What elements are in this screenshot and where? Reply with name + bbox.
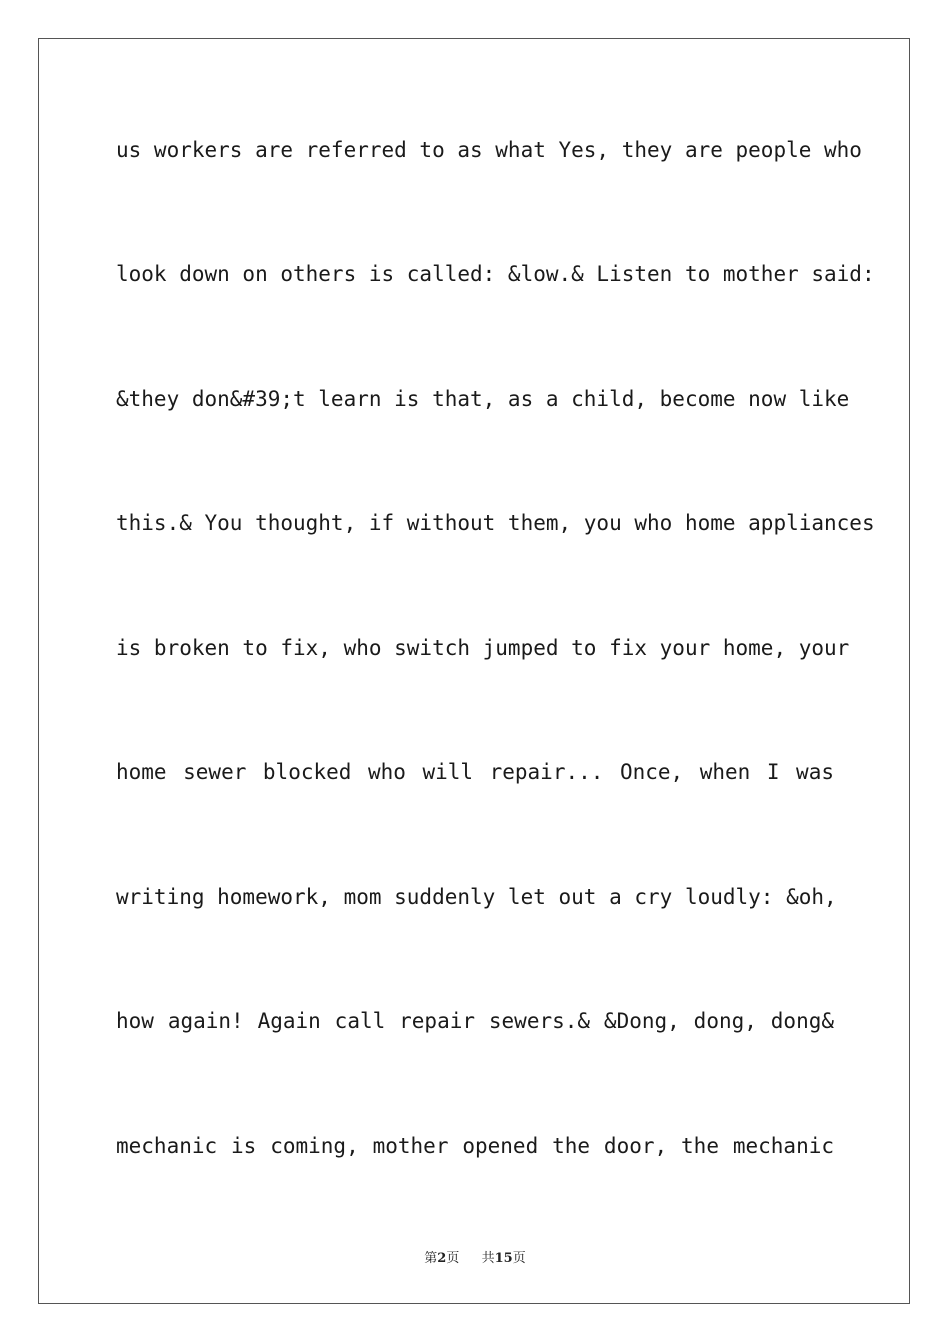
body-text-line-5: is broken to fix, who switch jumped to fix your home, your bbox=[116, 636, 850, 660]
body-text-line-2: look down on others is called: &low.& Listen to mother said: bbox=[116, 262, 875, 286]
page-frame bbox=[38, 38, 910, 1304]
body-text-line-3: &they don&#39;t learn is that, as a child, become now like bbox=[116, 387, 850, 411]
total-page-count: 15 bbox=[494, 1251, 513, 1266]
page-suffix: 页 bbox=[446, 1251, 460, 1266]
page-footer bbox=[0, 1247, 950, 1266]
total-suffix: 页 bbox=[512, 1251, 526, 1266]
body-text-line-9: mechanic is coming, mother opened the door, the mechanic bbox=[116, 1134, 834, 1158]
body-text-line-7: writing homework, mom suddenly let out a cry loudly: &oh, bbox=[116, 885, 837, 909]
current-page-number: 2 bbox=[437, 1251, 447, 1266]
body-text-line-8: how again! Again call repair sewers.& &Dong, dong, dong& bbox=[116, 1009, 834, 1033]
total-prefix: 共 bbox=[481, 1251, 495, 1266]
body-text-line-1: us workers are referred to as what Yes, they are people who bbox=[116, 138, 862, 162]
page-prefix: 第 bbox=[424, 1251, 438, 1266]
body-text-line-6: home sewer blocked who will repair... Once, when I was bbox=[116, 760, 834, 784]
body-text-line-4: this.& You thought, if without them, you who home appliances bbox=[116, 511, 875, 535]
